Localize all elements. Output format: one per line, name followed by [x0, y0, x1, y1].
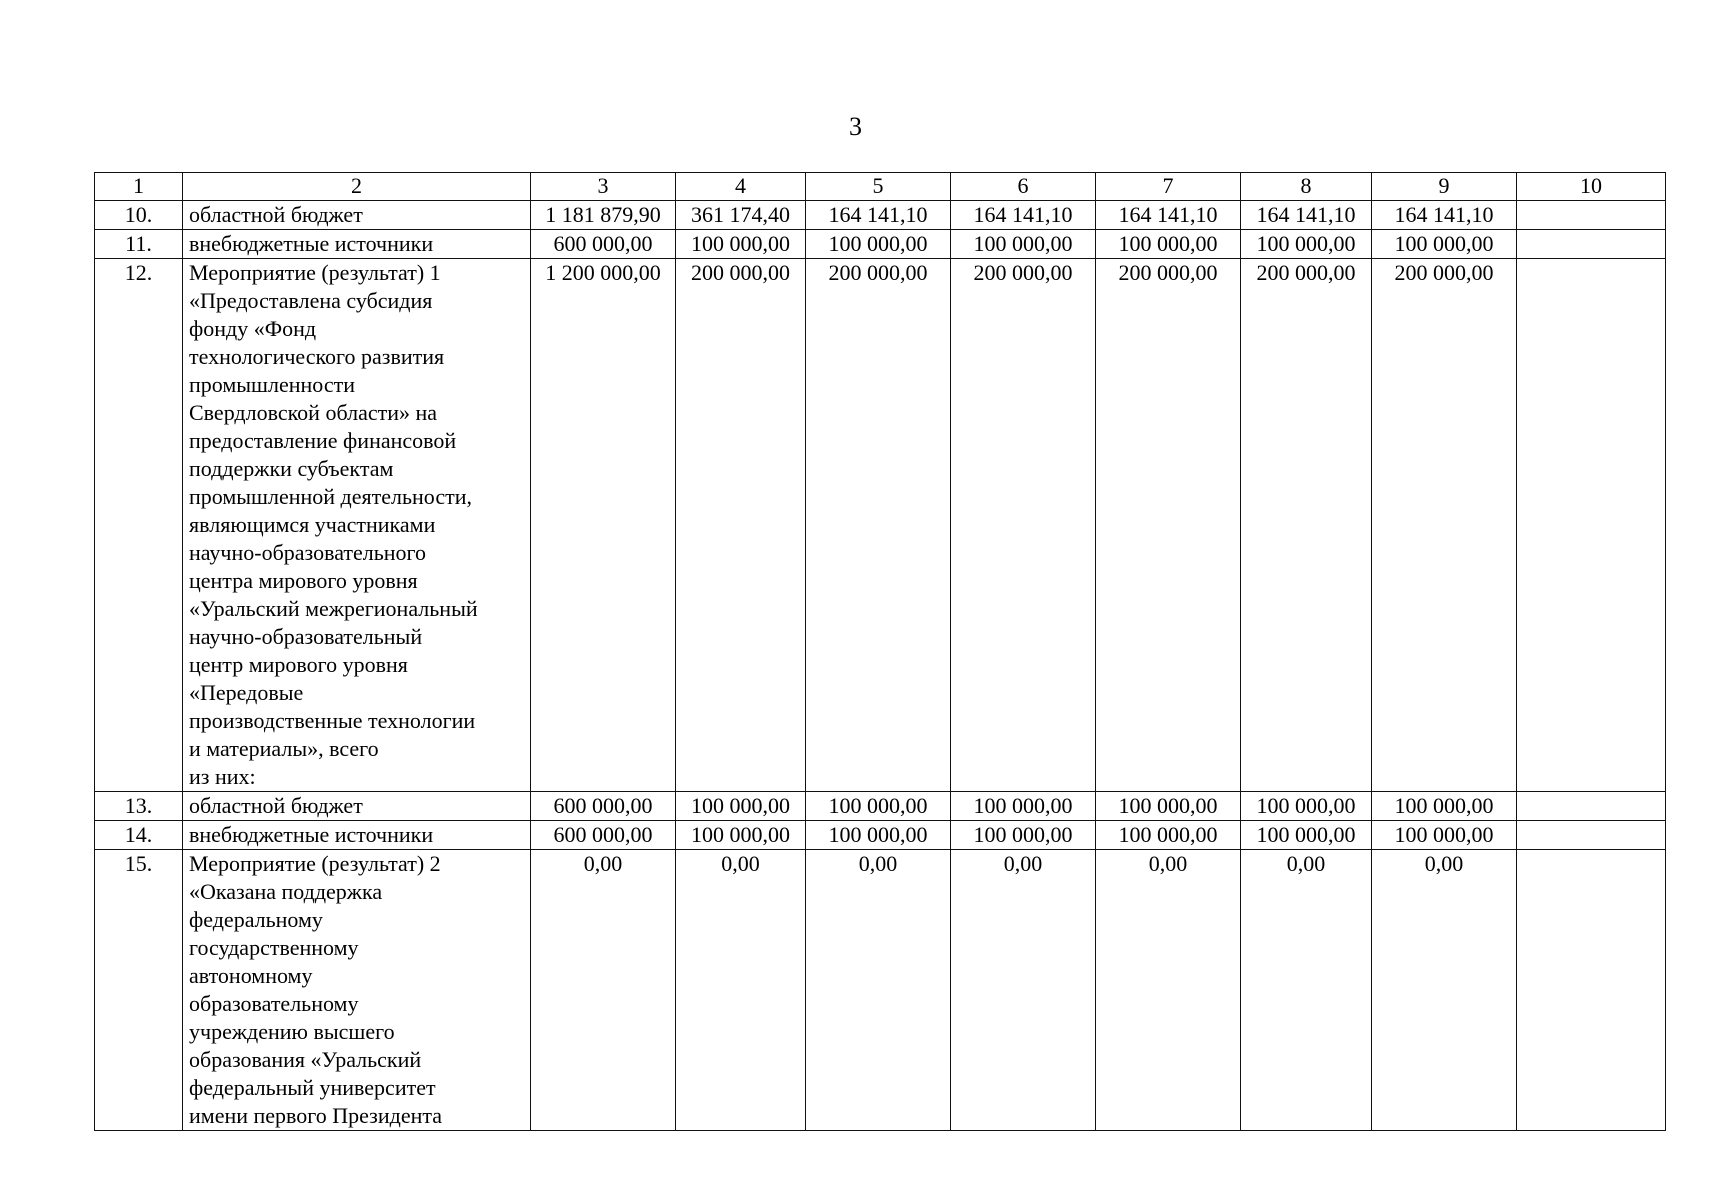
- column-header-3: 3: [531, 173, 676, 201]
- description-line: промышленности: [189, 372, 355, 397]
- description-line: научно-образовательного: [189, 540, 427, 565]
- row-number: 10.: [95, 201, 183, 230]
- column-header-9: 9: [1372, 173, 1517, 201]
- amount-col-5: 100 000,00: [806, 230, 951, 259]
- amount-col-4: 200 000,00: [676, 259, 806, 792]
- description-line: Мероприятие (результат) 1: [189, 260, 441, 285]
- amount-col-7: 100 000,00: [1096, 792, 1241, 821]
- amount-col-9: 100 000,00: [1372, 792, 1517, 821]
- amount-col-8: 100 000,00: [1241, 792, 1372, 821]
- column-header-5: 5: [806, 173, 951, 201]
- amount-col-8: 100 000,00: [1241, 821, 1372, 850]
- description-line: государственному: [189, 935, 359, 960]
- description-line: и материалы», всего: [189, 736, 379, 761]
- amount-col-4: 100 000,00: [676, 792, 806, 821]
- description-line: образовательному: [189, 991, 359, 1016]
- amount-col-10: [1517, 821, 1666, 850]
- row-description: [183, 792, 531, 821]
- description-line: федеральный университет: [189, 1075, 436, 1100]
- amount-col-8: 164 141,10: [1241, 201, 1372, 230]
- amount-col-6: 100 000,00: [951, 230, 1096, 259]
- amount-col-7: 200 000,00: [1096, 259, 1241, 792]
- amount-col-10: [1517, 259, 1666, 792]
- amount-col-7: 164 141,10: [1096, 201, 1241, 230]
- table-row: [95, 850, 1666, 1131]
- table-row: [95, 230, 1666, 259]
- description-line: центр мирового уровня: [189, 652, 408, 677]
- amount-col-10: [1517, 850, 1666, 1131]
- description-line: учреждению высшего: [189, 1019, 395, 1044]
- column-header-6: 6: [951, 173, 1096, 201]
- amount-col-6: 100 000,00: [951, 821, 1096, 850]
- row-number: 11.: [95, 230, 183, 259]
- amount-col-5: 100 000,00: [806, 821, 951, 850]
- column-header-4: 4: [676, 173, 806, 201]
- column-header-7: 7: [1096, 173, 1241, 201]
- description-line: областной бюджет: [189, 793, 363, 818]
- column-header-2: 2: [183, 173, 531, 201]
- description-line: образования «Уральский: [189, 1047, 422, 1072]
- description-line: научно-образовательный: [189, 624, 423, 649]
- amount-col-10: [1517, 792, 1666, 821]
- description-line: производственные технологии: [189, 708, 476, 733]
- amount-col-6: 100 000,00: [951, 792, 1096, 821]
- amount-col-3: 1 200 000,00: [531, 259, 676, 792]
- description-line: «Передовые: [189, 680, 304, 705]
- amount-col-4: 100 000,00: [676, 230, 806, 259]
- amount-col-5: 0,00: [806, 850, 951, 1131]
- table-row: [95, 821, 1666, 850]
- amount-col-9: 200 000,00: [1372, 259, 1517, 792]
- amount-col-9: 100 000,00: [1372, 230, 1517, 259]
- description-line: Мероприятие (результат) 2: [189, 851, 441, 876]
- amount-col-4: 0,00: [676, 850, 806, 1131]
- description-line: Свердловской области» на: [189, 400, 438, 425]
- amount-col-5: 164 141,10: [806, 201, 951, 230]
- amount-col-6: 200 000,00: [951, 259, 1096, 792]
- description-line: промышленной деятельности,: [189, 484, 473, 509]
- row-description: [183, 230, 531, 259]
- row-number: 12.: [95, 259, 183, 792]
- amount-col-10: [1517, 201, 1666, 230]
- amount-col-10: [1517, 230, 1666, 259]
- amount-col-7: 100 000,00: [1096, 230, 1241, 259]
- amount-col-5: 200 000,00: [806, 259, 951, 792]
- page-number: 3: [849, 112, 862, 141]
- table-row: [95, 201, 1666, 230]
- table-row: [95, 792, 1666, 821]
- amount-col-9: 164 141,10: [1372, 201, 1517, 230]
- amount-col-3: 1 181 879,90: [531, 201, 676, 230]
- amount-col-3: 600 000,00: [531, 821, 676, 850]
- column-header-8: 8: [1241, 173, 1372, 201]
- row-description: [183, 821, 531, 850]
- budget-table: [94, 172, 1666, 1131]
- row-number: 13.: [95, 792, 183, 821]
- row-description: [183, 850, 531, 1131]
- amount-col-9: 100 000,00: [1372, 821, 1517, 850]
- description-line: фонду «Фонд: [189, 316, 317, 341]
- amount-col-7: 100 000,00: [1096, 821, 1241, 850]
- description-line: являющимся участниками: [189, 512, 436, 537]
- description-line: «Предоставлена субсидия: [189, 288, 433, 313]
- description-line: внебюджетные источники: [189, 231, 434, 256]
- amount-col-3: 0,00: [531, 850, 676, 1131]
- amount-col-5: 100 000,00: [806, 792, 951, 821]
- amount-col-8: 200 000,00: [1241, 259, 1372, 792]
- description-line: федеральному: [189, 907, 323, 932]
- description-line: поддержки субъектам: [189, 456, 394, 481]
- row-number: 14.: [95, 821, 183, 850]
- amount-col-3: 600 000,00: [531, 792, 676, 821]
- row-number: 15.: [95, 850, 183, 1131]
- description-line: предоставление финансовой: [189, 428, 457, 453]
- amount-col-6: 164 141,10: [951, 201, 1096, 230]
- description-line: областной бюджет: [189, 202, 363, 227]
- amount-col-9: 0,00: [1372, 850, 1517, 1131]
- column-header-10: 10: [1517, 173, 1666, 201]
- description-line: «Оказана поддержка: [189, 879, 383, 904]
- amount-col-4: 361 174,40: [676, 201, 806, 230]
- row-description: [183, 201, 531, 230]
- description-line: из них:: [189, 764, 256, 789]
- amount-col-7: 0,00: [1096, 850, 1241, 1131]
- description-line: имени первого Президента: [189, 1103, 443, 1128]
- description-line: внебюджетные источники: [189, 822, 434, 847]
- amount-col-8: 0,00: [1241, 850, 1372, 1131]
- description-line: центра мирового уровня: [189, 568, 418, 593]
- amount-col-6: 0,00: [951, 850, 1096, 1131]
- description-line: технологического развития: [189, 344, 445, 369]
- table-header-row: [95, 173, 1666, 201]
- row-description: [183, 259, 531, 792]
- amount-col-8: 100 000,00: [1241, 230, 1372, 259]
- description-line: «Уральский межрегиональный: [189, 596, 478, 621]
- table-row: [95, 259, 1666, 792]
- description-line: автономному: [189, 963, 313, 988]
- column-header-1: 1: [95, 173, 183, 201]
- amount-col-3: 600 000,00: [531, 230, 676, 259]
- amount-col-4: 100 000,00: [676, 821, 806, 850]
